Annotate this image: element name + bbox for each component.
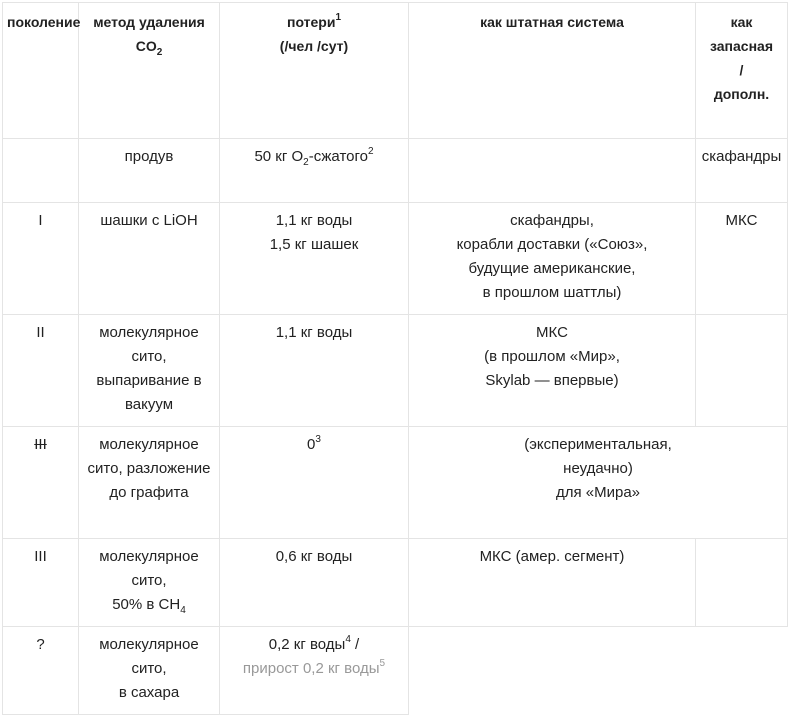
cell-method: молекулярное сито, выпаривание в вакуум — [79, 315, 220, 427]
cell-empty — [409, 627, 696, 715]
table-row — [3, 427, 788, 539]
table-row — [3, 315, 788, 427]
cell-generation: ? — [3, 627, 79, 715]
cell-method: молекулярное сито, в сахара — [79, 627, 220, 715]
header-primary-system: как штатная система — [409, 3, 696, 139]
co2-removal-table — [2, 2, 788, 715]
cell-generation: II — [3, 315, 79, 427]
table-row — [3, 539, 788, 627]
cell-primary: МКС (в прошлом «Мир», Skylab — впервые) — [409, 315, 696, 427]
header-generation: поколение — [3, 3, 79, 139]
cell-generation: I — [3, 203, 79, 315]
cell-method: шашки с LiOH — [79, 203, 220, 315]
header-backup: как запасная / дополн. — [696, 3, 788, 139]
cell-backup: МКС — [696, 203, 788, 315]
header-method: метод удаления $CO_2$ — [79, 3, 220, 139]
table-row — [3, 139, 788, 203]
cell-empty — [696, 627, 788, 715]
cell-primary: (экспериментальная, неудачно) для «Мира» — [409, 427, 788, 539]
cell-primary — [409, 139, 696, 203]
cell-generation — [3, 139, 79, 203]
header-losses: потери$^1$ (/чел /сут) — [220, 3, 409, 139]
header-row — [3, 3, 788, 139]
cell-losses: $0^3$ — [220, 427, 409, 539]
cell-generation: III — [3, 539, 79, 627]
cell-generation: III — [3, 427, 79, 539]
cell-backup — [696, 315, 788, 427]
cell-primary: скафандры, корабли доставки («Союз», будущие американские, в прошлом шаттлы) — [409, 203, 696, 315]
cell-method: молекулярное сито, 50% в $CH_4$ — [79, 539, 220, 627]
cell-method: молекулярное сито, разложение до графита — [79, 427, 220, 539]
cell-losses: 0,6 кг воды — [220, 539, 409, 627]
table-row — [3, 627, 788, 715]
cell-losses: 1,1 кг воды 1,5 кг шашек — [220, 203, 409, 315]
cell-losses: 50 кг $O_2-сжатого^2$ — [220, 139, 409, 203]
table-row — [3, 203, 788, 315]
cell-losses: 1,1 кг воды — [220, 315, 409, 427]
cell-primary: МКС (амер. сегмент) — [409, 539, 696, 627]
cell-method: продув — [79, 139, 220, 203]
cell-backup: скафандры — [696, 139, 788, 203]
cell-backup — [696, 539, 788, 627]
cell-losses: 0,2 кг воды$^4$ / прирост 0,2 кг воды$^5$ — [220, 627, 409, 715]
